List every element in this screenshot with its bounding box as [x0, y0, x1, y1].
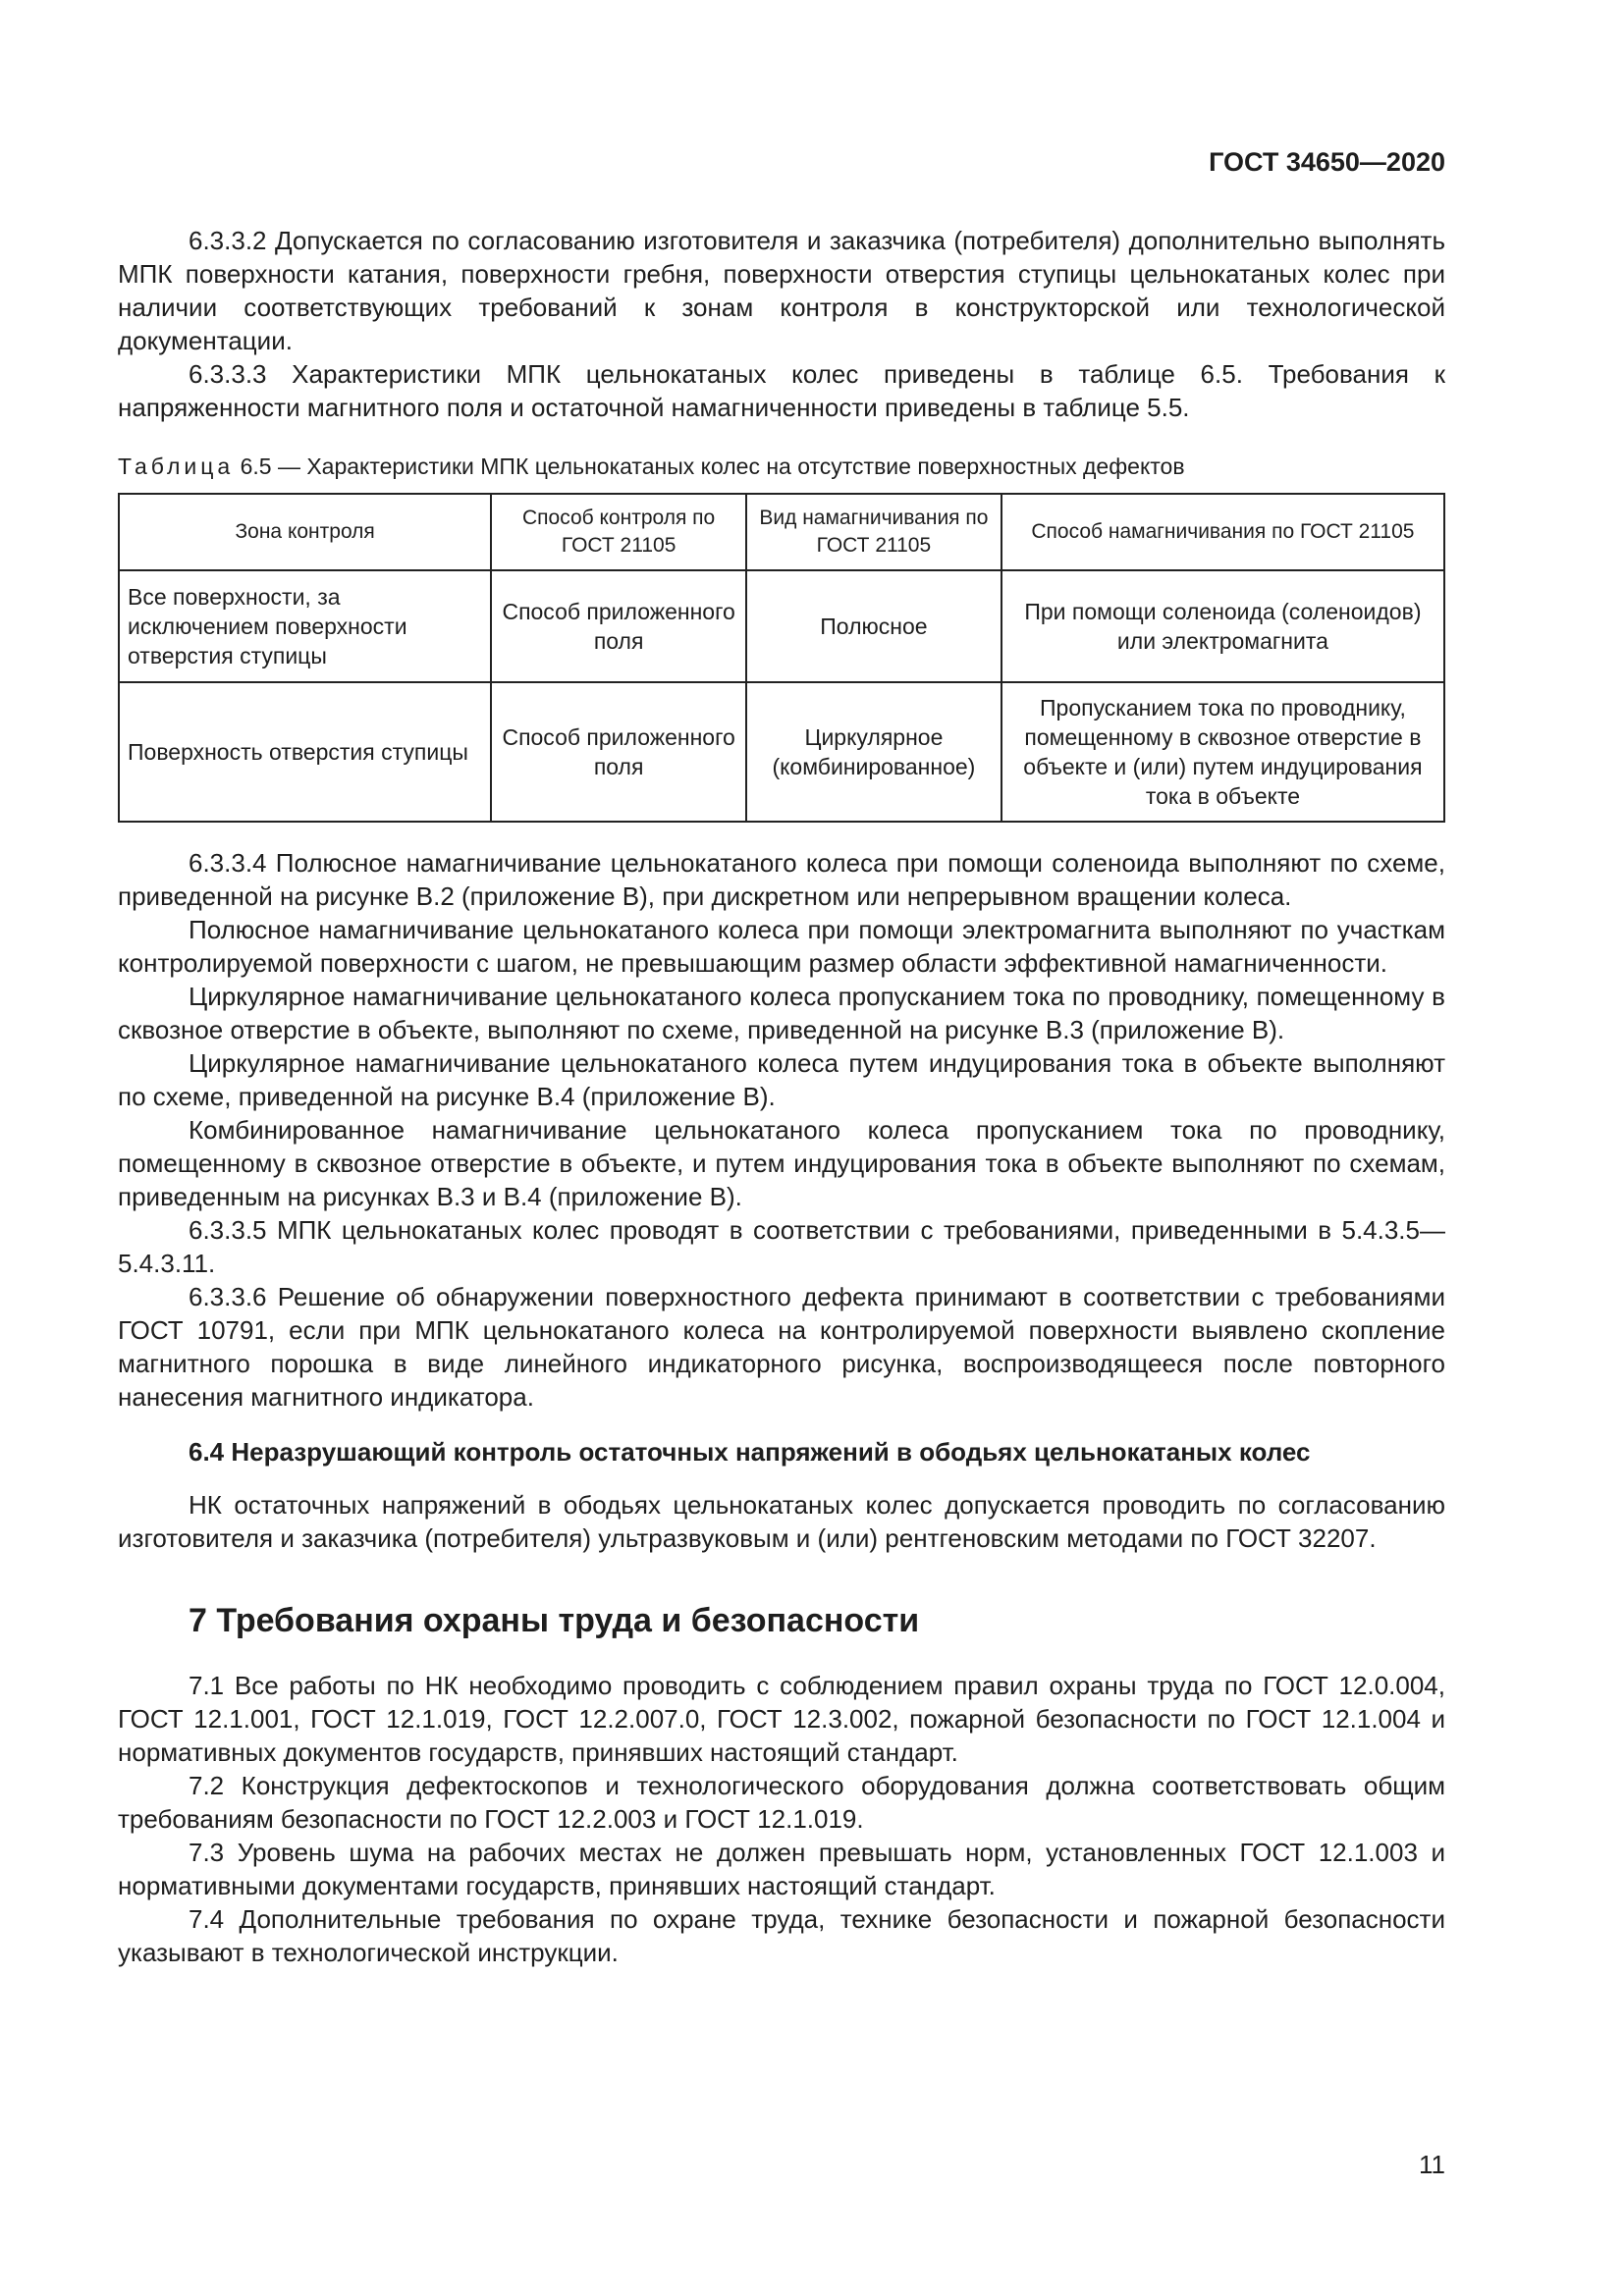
paragraph-7-3: 7.3 Уровень шума на рабочих местах не должен превышать норм, установленных ГОСТ 12.1.003 и нормативными документами государств, принявших настоящий стандарт. [118, 1838, 1445, 1900]
magnetic-testing-table [118, 493, 1445, 823]
subsection-6-4-heading: 6.4 Неразрушающий контроль остаточных напряжений в ободьях цельнокатаных колес [189, 1437, 1311, 1467]
paragraph-6-4: НК остаточных напряжений в ободьях цельнокатаных колес допускается проводить по согласованию изготовителя и заказчика (потребителя) ультразвуковым и (или) рентгеновским методами по ГОСТ 32207. [118, 1490, 1445, 1553]
document-body [118, 224, 1445, 1969]
paragraph-7-4: 7.4 Дополнительные требования по охране труда, технике безопасности и пожарной безопасности указывают в технологической инструкции. [118, 1904, 1445, 1967]
paragraph-6-3-3-5: 6.3.3.5 МПК цельнокатаных колес проводят в соответствии с требованиями, приведенными в 5.4.3.5—5.4.3.11. [118, 1215, 1445, 1278]
document-code-header: ГОСТ 34650—2020 [1209, 147, 1445, 177]
paragraphs-after-table [118, 846, 1445, 1414]
header-magnetization-type: Вид намагничивания по ГОСТ 21105 [746, 494, 1001, 570]
table-caption-label: Таблица [118, 454, 235, 479]
table-cell: Способ приложенного поля [491, 682, 746, 822]
table-cell: При помощи соленоида (соленоидов) или электромагнита [1001, 570, 1444, 682]
header-control-zone: Зона контроля [119, 494, 491, 570]
paragraph-pole-electromagnet: Полюсное намагничивание цельнокатаного колеса при помощи электромагнита выполняют по участкам контролируемой поверхности с шагом, не превышающим размер области эффективной намагниченности. [118, 915, 1445, 978]
header-control-method: Способ контроля по ГОСТ 21105 [491, 494, 746, 570]
table-cell: Способ приложенного поля [491, 570, 746, 682]
table-cell: Все поверхности, за исключением поверхности отверстия ступицы [119, 570, 491, 682]
paragraph-6-3-3-3: 6.3.3.3 Характеристики МПК цельнокатаных колес приведены в таблице 6.5. Требования к напряженности магнитного поля и остаточной намагниченности приведены в таблице 5.5. [118, 359, 1445, 422]
paragraph-6-3-3-6: 6.3.3.6 Решение об обнаружении поверхностного дефекта принимают в соответствии с требованиями ГОСТ 10791, если при МПК цельнокатаного колеса на контролируемой поверхности выявлено скопление магнитного порошка в виде линейного индикаторного рисунка, воспроизводящееся после повторного нанесения магнитного индикатора. [118, 1282, 1445, 1412]
table-header-row [119, 494, 1444, 570]
table-caption [118, 452, 1445, 481]
paragraph-combined: Комбинированное намагничивание цельнокатаного колеса пропусканием тока по проводнику, помещенному в сквозное отверстие в объекте, и путем индуцирования тока в объекте выполняют по схемам, приведенным на рисунках В.3 и В.4 (приложение В). [118, 1115, 1445, 1211]
table-caption-text: 6.5 — Характеристики МПК цельнокатаных колес на отсутствие поверхностных дефектов [240, 454, 1185, 479]
paragraph-circular-conductor: Циркулярное намагничивание цельнокатаного колеса пропусканием тока по проводнику, помещенному в сквозное отверстие в объекте, выполняют по схеме, приведенной на рисунке В.3 (приложение В). [118, 982, 1445, 1044]
paragraph-7-2: 7.2 Конструкция дефектоскопов и технологического оборудования должна соответствовать общим требованиям безопасности по ГОСТ 12.2.003 и ГОСТ 12.1.019. [118, 1771, 1445, 1834]
paragraph-6-3-3-2: 6.3.3.2 Допускается по согласованию изготовителя и заказчика (потребителя) дополнительно выполнять МПК поверхности катания, поверхности гребня, поверхности отверстия ступицы цельнокатаных колес при наличии соответствующих требований к зонам контроля в конструкторской или технологической документации. [118, 226, 1445, 355]
paragraph-circular-induction: Циркулярное намагничивание цельнокатаного колеса путем индуцирования тока в объекте выполняют по схеме, приведенной на рисунке В.4 (приложение В). [118, 1048, 1445, 1111]
table-row [119, 682, 1444, 822]
table-cell: Поверхность отверстия ступицы [119, 682, 491, 822]
header-magnetization-method: Способ намагничивания по ГОСТ 21105 [1001, 494, 1444, 570]
page-number: 11 [1419, 2150, 1445, 2179]
table-cell: Циркулярное (комбинированное) [746, 682, 1001, 822]
section-7-heading: 7 Требования охраны труда и безопасности [189, 1602, 920, 1639]
paragraph-6-3-3-4: 6.3.3.4 Полюсное намагничивание цельнокатаного колеса при помощи соленоида выполняют по схеме, приведенной на рисунке В.2 (приложение В), при дискретном или непрерывном вращении колеса. [118, 848, 1445, 911]
table-cell: Полюсное [746, 570, 1001, 682]
table-cell: Пропусканием тока по проводнику, помещенному в сквозное отверстие в объекте и (или) путем индуцирования тока в объекте [1001, 682, 1444, 822]
paragraph-7-1: 7.1 Все работы по НК необходимо проводить с соблюдением правил охраны труда по ГОСТ 12.0.004, ГОСТ 12.1.001, ГОСТ 12.1.019, ГОСТ 12.2.007.0, ГОСТ 12.3.002, пожарной безопасности по ГОСТ 12.1.004 и нормативных документов государств, принявших настоящий стандарт. [118, 1671, 1445, 1767]
table-row [119, 570, 1444, 682]
